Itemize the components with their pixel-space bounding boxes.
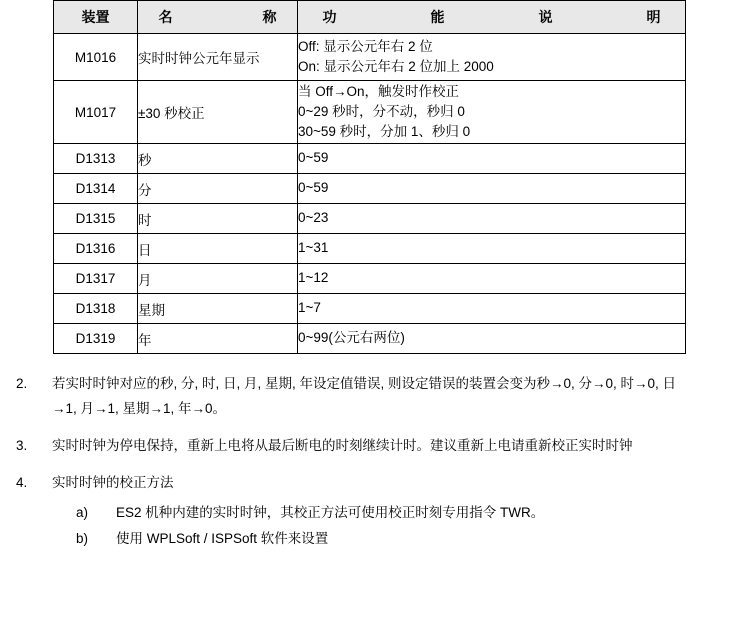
description-line: Off: 显示公元年右 2 位 (298, 38, 433, 54)
table-row (54, 174, 686, 204)
note-item (0, 434, 730, 459)
note-number: 4. (16, 474, 28, 490)
description-line: 0~29 秒时，分不动，秒归 0 (298, 103, 465, 119)
cell-device: M1016 (54, 34, 138, 81)
cell-name: 日 (138, 234, 298, 264)
table-row (54, 234, 686, 264)
cell-device: D1317 (54, 264, 138, 294)
cell-description: 1~7 (298, 294, 686, 324)
cell-name: 时 (138, 204, 298, 234)
note-text: 实时时钟的校正方法 (52, 474, 174, 490)
sub-list-label: a) (76, 504, 89, 520)
cell-description: 1~31 (298, 234, 686, 264)
column-header-device-label: 装置 (81, 9, 110, 25)
table-header-row (54, 1, 686, 34)
cell-name: 星期 (138, 294, 298, 324)
cell-name: 分 (138, 174, 298, 204)
cell-name: ±30 秒校正 (138, 81, 298, 144)
table-row (54, 144, 686, 174)
cell-description (298, 34, 686, 81)
sub-list-item (52, 500, 694, 526)
column-header-device (54, 1, 138, 34)
cell-description: 1~12 (298, 264, 686, 294)
note-number: 2. (16, 376, 28, 391)
description-line: On: 显示公元年右 2 位加上 2000 (298, 59, 494, 74)
sub-list-item (52, 526, 694, 552)
note-number: 3. (16, 437, 28, 453)
cell-description: 0~23 (298, 204, 686, 234)
note-text: 实时时钟为停电保持，重新上电将从最后断电的时刻继续计时。建议重新上电请重新校正实时时钟 (52, 437, 633, 453)
cell-description (298, 81, 686, 144)
table-row (54, 204, 686, 234)
special-register-table (53, 0, 686, 354)
cell-name: 秒 (138, 144, 298, 174)
sub-list (52, 500, 694, 551)
cell-description: 0~99(公元右两位) (298, 324, 686, 354)
table-row (54, 264, 686, 294)
note-item (0, 471, 730, 551)
cell-device: D1316 (54, 234, 138, 264)
column-header-name-label: 名 称 (158, 9, 289, 25)
column-header-description (298, 1, 686, 34)
sub-list-text: 使用 WPLSoft / ISPSoft 软件来设置 (116, 530, 329, 546)
cell-device: M1017 (54, 81, 138, 144)
cell-device: D1319 (54, 324, 138, 354)
sub-list-text: ES2 机种内建的实时时钟，其校正方法可使用校正时刻专用指令 TWR。 (116, 504, 545, 520)
table-row (54, 324, 686, 354)
table-body (54, 34, 686, 354)
table-row (54, 81, 686, 144)
cell-name: 月 (138, 264, 298, 294)
cell-name: 实时时钟公元年显示 (138, 34, 298, 81)
notes-list (0, 372, 730, 551)
cell-device: D1313 (54, 144, 138, 174)
cell-description: 0~59 (298, 174, 686, 204)
note-body (52, 471, 730, 551)
cell-name: 年 (138, 324, 298, 354)
cell-device: D1314 (54, 174, 138, 204)
note-item (0, 372, 730, 422)
sub-list-label: b) (76, 530, 89, 546)
column-header-description-label: 功 能 说 明 (322, 9, 683, 25)
table-row (54, 34, 686, 81)
cell-device: D1318 (54, 294, 138, 324)
cell-description: 0~59 (298, 144, 686, 174)
description-line: 当 Off→On，触发时作校正 (298, 83, 460, 99)
column-header-name (138, 1, 298, 34)
table-row (54, 294, 686, 324)
cell-device: D1315 (54, 204, 138, 234)
note-text: 若实时时钟对应的秒, 分, 时, 日, 月, 星期, 年设定值错误, 则设定错误的装置会变为秒→0, 分→0, 时→0, 日→1, 月→1, 星期→1, 年→0。 (52, 376, 677, 416)
description-line: 30~59 秒时，分加 1、秒归 0 (298, 124, 471, 140)
table-header (54, 1, 686, 34)
